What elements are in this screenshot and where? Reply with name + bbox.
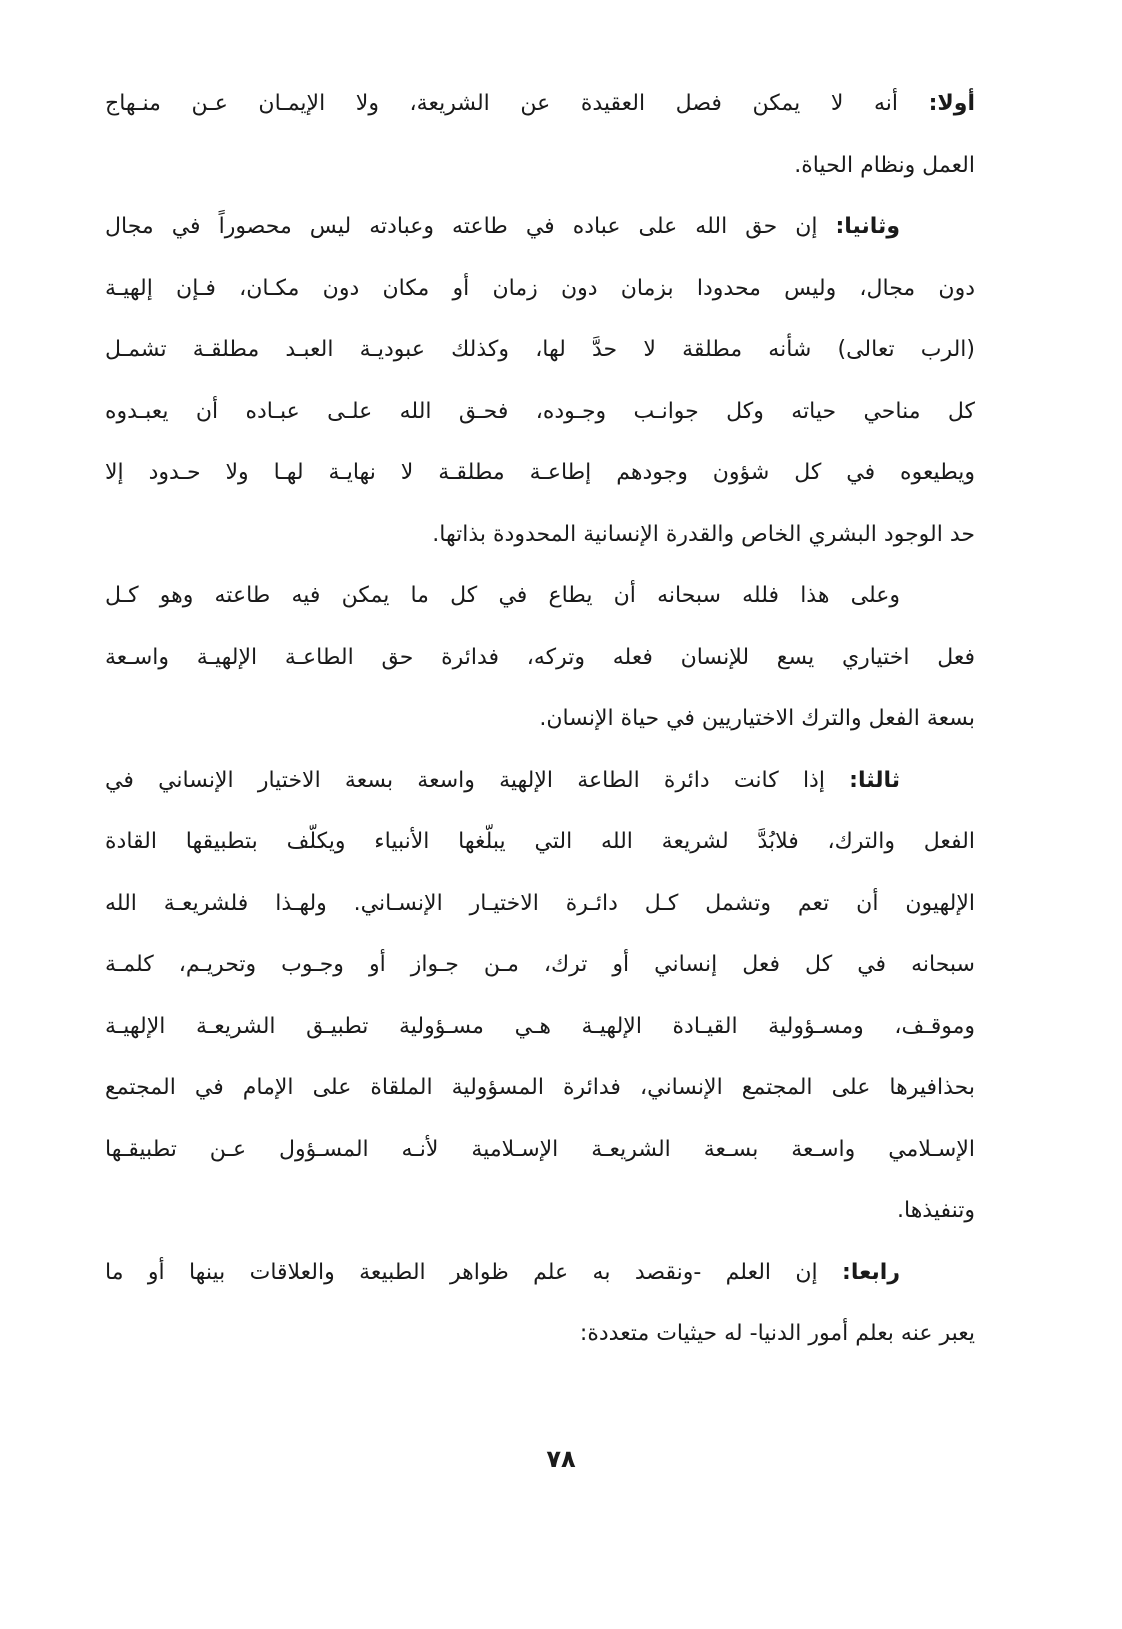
paragraph [105,750,975,1242]
paragraph-heading: أولا: [928,91,975,116]
paragraph [105,565,975,750]
line-text: أنه لا يمكن فصل العقيدة عن الشريعة، ولا الإيمـان عـن منـهاج [105,91,929,116]
text-line [105,442,975,504]
text-line [105,1303,975,1365]
paragraph-heading: رابعا: [842,1259,900,1285]
line-text: إن حق الله على عباده في طاعته وعبادته ليس محصوراً في مجال [105,214,836,239]
text-line [105,934,975,996]
paragraph-heading: ثالثا: [849,767,900,793]
text-line [105,1242,975,1304]
text-line [105,688,975,750]
line-text: سبحانه في كل فعل إنساني أو ترك، مـن جـواز أو وجـوب وتحريـم، كلمـة [105,952,975,977]
text-line [105,504,975,566]
text-line [105,196,975,258]
paragraph [105,1242,975,1365]
page-body [105,73,975,1365]
line-text: فعل اختياري يسع للإنسان فعله وتركه، فدائرة حق الطاعـة الإلهيـة واسـعة [105,644,975,670]
text-line [105,750,975,812]
text-line [105,627,975,689]
line-text: إذا كانت دائرة الطاعة الإلهية واسعة بسعة الاختيار الإنساني في [105,767,850,793]
paragraph [105,196,975,565]
line-text: وتنفيذها. [897,1198,975,1223]
text-line [105,319,975,381]
line-text: دون مجال، وليس محدودا بزمان دون زمان أو مكان دون مكـان، فـإن إلهيـة [105,275,975,301]
text-line [105,135,975,197]
line-text: الفعل والترك، فلابُدَّ لشريعة الله التي يبلّغها الأنبياء ويكلّف بتطبيقها القادة [105,829,975,854]
text-line [105,811,975,873]
line-text: بسعة الفعل والترك الاختياريين في حياة الإنسان. [539,706,975,731]
text-line [105,873,975,935]
line-text: حد الوجود البشري الخاص والقدرة الإنسانية المحدودة بذاتها. [432,521,975,547]
line-text: ويطيعوه في كل شؤون وجودهم إطاعـة مطلقـة لا نهايـة لهـا ولا حـدود إلا [105,460,975,485]
line-text: كل مناحي حياته وكل جوانـب وجـوده، فحـق الله علـى عبـاده أن يعبـدوه [105,398,975,424]
line-text: العمل ونظام الحياة. [794,152,975,178]
line-text: يعبر عنه بعلم أمور الدنيا- له حيثيات متعددة: [579,1321,975,1346]
text-line [105,73,975,135]
text-line [105,1180,975,1242]
paragraph [105,73,975,196]
text-line [105,258,975,320]
text-line [105,1119,975,1181]
page-number: ٧٨ [546,1445,576,1473]
line-text: (الرب تعالى) شأنه مطلقة لا حدَّ لها، وكذلك عبوديـة العبـد مطلقـة تشمـل [105,337,975,362]
paragraph-heading: وثانيا: [835,214,900,239]
line-text: وعلى هذا فلله سبحانه أن يطاع في كل ما يمكن فيه طاعته وهو كـل [105,583,900,608]
line-text: الإلهيون أن تعم وتشمل كـل دائـرة الاختيـار الإنسـاني. ولهـذا فلشريعـة الله [105,890,975,916]
line-text: وموقـف، ومسـؤولية القيـادة الإلهيـة هـي مسـؤولية تطبيـق الشريعـة الإلهيـة [105,1013,975,1039]
line-text: بحذافيرها على المجتمع الإنساني، فدائرة المسؤولية الملقاة على الإمام في المجتمع [105,1075,975,1100]
text-line [105,565,975,627]
line-text: إن العلم -ونقصد به علم ظواهر الطبيعة والعلاقات بينها أو ما [105,1259,843,1285]
line-text: الإسـلامي واسـعة بسـعة الشريعـة الإسـلامية لأنـه المسـؤول عـن تطبيقـها [105,1136,975,1162]
text-line [105,996,975,1058]
text-line [105,381,975,443]
text-line [105,1057,975,1119]
